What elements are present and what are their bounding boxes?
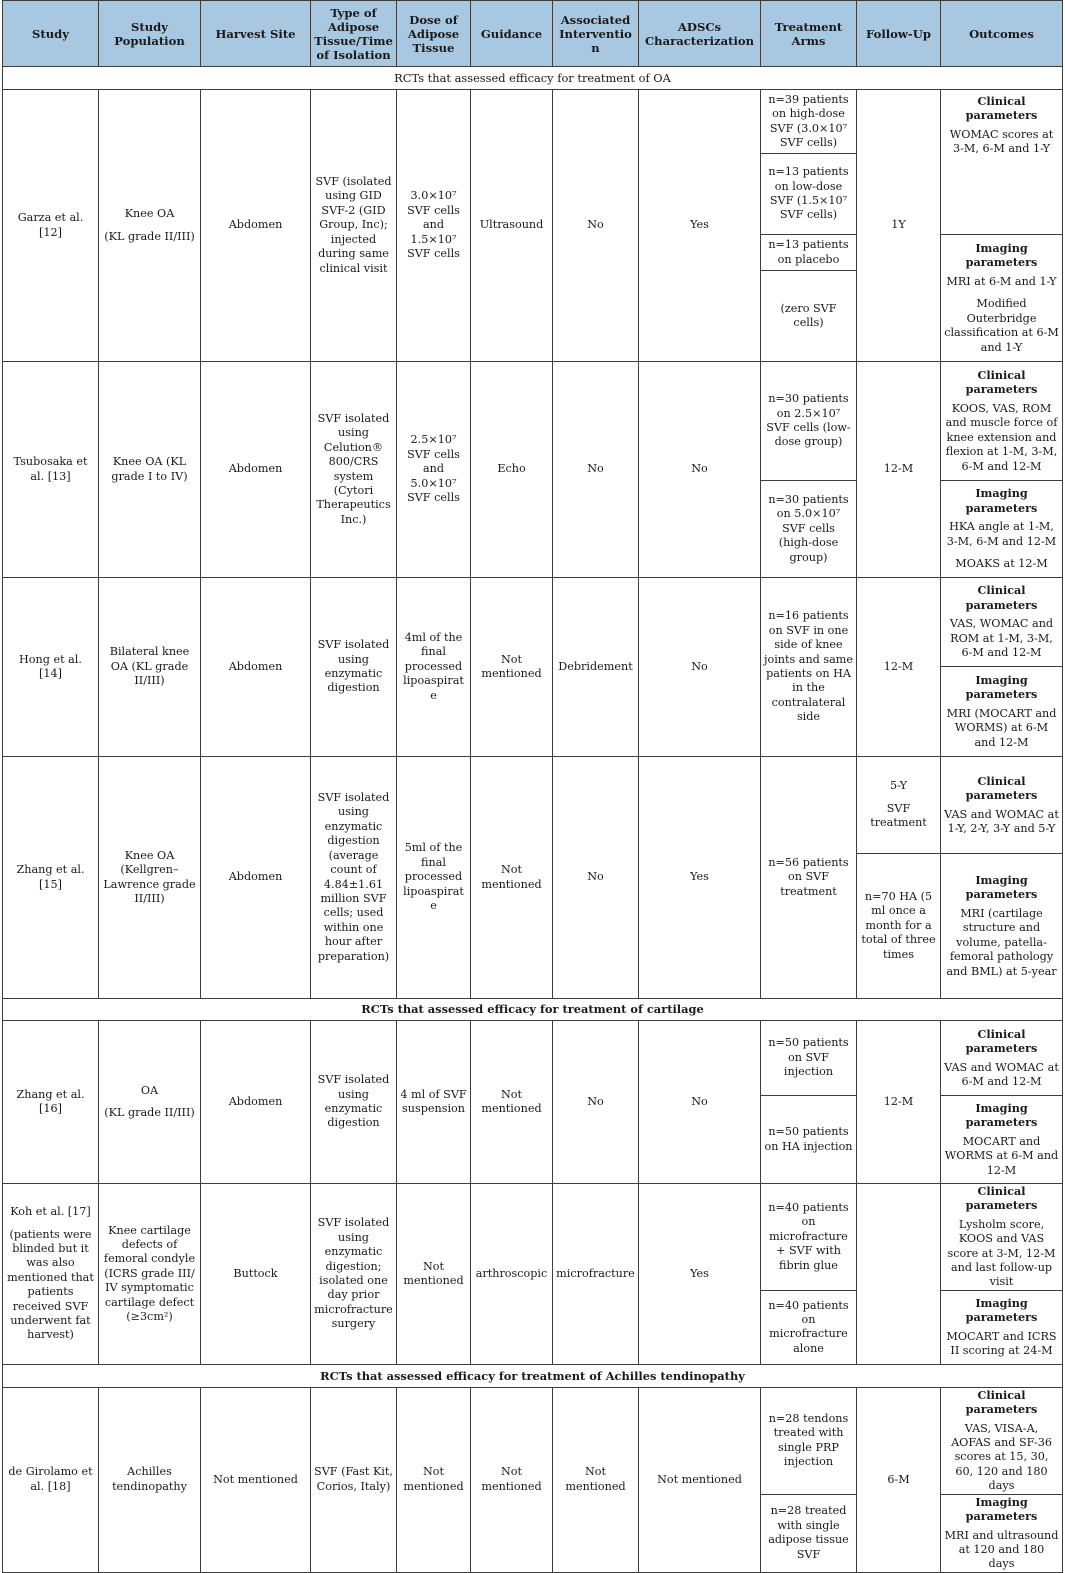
treatment-arm-cell: n=13 patients on placebo: [761, 235, 857, 271]
adipose-type-cell: SVF isolated using Celution® 800/CRS system (Cytori Therapeutics Inc.): [311, 362, 397, 578]
adscs-cell: Not mentioned: [639, 1387, 761, 1572]
treatment-arm-cell: (zero SVF cells): [761, 271, 857, 362]
clinical-parameters-label: Clinical parameters: [965, 773, 1038, 803]
guidance-cell: Echo: [471, 362, 553, 578]
treatment-arm-cell: n=13 patients on low-dose SVF (1.5×10⁷ SVF cells): [761, 154, 857, 235]
section-row-cartilage: [3, 999, 1063, 1021]
imaging-outcomes-cell: [941, 1290, 1063, 1364]
clinical-outcomes-text: VAS and WOMAC at 6-M and 12-M: [944, 1060, 1059, 1088]
study-cell: de Girolamo et al. [18]: [3, 1387, 99, 1572]
clinical-parameters-label: Clinical parameters: [965, 1387, 1038, 1417]
imaging-parameters-label: Imaging parameters: [965, 241, 1038, 270]
imaging-outcomes-text-2: MOAKS at 12-M: [955, 557, 1048, 571]
imaging-outcomes-text: MOCART and WORMS at 6-M and 12-M: [944, 1134, 1059, 1177]
intervention-cell: No: [553, 1021, 639, 1184]
imaging-outcomes-cell: [941, 481, 1063, 578]
clinical-outcomes-text: Lysholm score, KOOS and VAS score at 3-M, 12-M and last follow-up visit: [947, 1217, 1056, 1289]
treatment-arm-cell: n=28 tendons treated with single PRP injection: [761, 1387, 857, 1494]
imaging-parameters-label: Imaging parameters: [965, 672, 1038, 702]
harvest-site-cell: Abdomen: [201, 757, 311, 999]
adipose-type-cell: SVF (Fast Kit, Corios, Italy): [311, 1387, 397, 1572]
imaging-outcomes-text: MRI (MOCART and WORMS) at 6-M and 12-M: [946, 706, 1057, 749]
treatment-arm-cell: n=28 treated with single adipose tissue SVF: [761, 1494, 857, 1572]
treatment-arm-cell: n=56 patients on SVF treatment: [761, 757, 857, 999]
imaging-outcomes-cell: [941, 235, 1063, 362]
study-text: Koh et al. [17]: [10, 1205, 91, 1219]
study-cell: [3, 1184, 99, 1365]
dose-cell: 4 ml of SVF suspension: [397, 1021, 471, 1184]
dose-cell: Not mentioned: [397, 1387, 471, 1572]
follow-up-text-2: SVF treatment: [870, 801, 927, 830]
clinical-outcomes-cell: [941, 578, 1063, 667]
treatment-arm-cell: n=50 patients on SVF injection: [761, 1021, 857, 1096]
harvest-site-cell: Not mentioned: [201, 1387, 311, 1572]
header-associated-intervention: Associated Intervention: [553, 1, 639, 67]
imaging-outcomes-cell: [941, 667, 1063, 757]
population-cell: Bilateral knee OA (KL grade II/III): [99, 578, 201, 757]
population-grade-text: (KL grade II/III): [104, 229, 195, 243]
dose-cell: Not mentioned: [397, 1184, 471, 1365]
treatment-arm-cell: n=40 patients on microfracture + SVF with fibrin glue: [761, 1184, 857, 1291]
imaging-parameters-label: Imaging parameters: [965, 1100, 1038, 1130]
header-treatment-arms: Treatment Arms: [761, 1, 857, 67]
harvest-site-cell: Abdomen: [201, 362, 311, 578]
clinical-outcomes-text: VAS, VISA-A, AOFAS and SF-36 scores at 15, 30, 60, 120 and 180 days: [951, 1421, 1052, 1493]
population-cell: Knee OA (Kellgren–Lawrence grade II/III): [99, 757, 201, 999]
guidance-cell: Ultrasound: [471, 90, 553, 362]
imaging-outcomes-cell: [941, 1096, 1063, 1184]
harvest-site-cell: Abdomen: [201, 1021, 311, 1184]
section-title-cartilage: RCTs that assessed efficacy for treatment of cartilage: [3, 999, 1063, 1021]
section-title-oa: RCTs that assessed efficacy for treatment of OA: [3, 67, 1063, 90]
adipose-type-cell: SVF isolated using enzymatic digestion: [311, 1021, 397, 1184]
adscs-cell: Yes: [639, 1184, 761, 1365]
adipose-type-cell: SVF isolated using enzymatic digestion (average count of 4.84±1.61 million SVF cells; used within one hour after preparation): [311, 757, 397, 999]
table-row: [3, 362, 1063, 481]
treatment-arm-cell: n=50 patients on HA injection: [761, 1096, 857, 1184]
population-grade-text: (KL grade II/III): [104, 1106, 195, 1119]
dose-cell: 5ml of the final processed lipoaspirate: [397, 757, 471, 999]
header-dose: Dose of Adipose Tissue: [397, 1, 471, 67]
imaging-parameters-label: Imaging parameters: [965, 1296, 1038, 1325]
header-row: [3, 1, 1063, 67]
adipose-type-cell: SVF isolated using enzymatic digestion: [311, 578, 397, 757]
harvest-site-cell: Abdomen: [201, 90, 311, 362]
clinical-parameters-label: Clinical parameters: [965, 583, 1038, 612]
adscs-cell: No: [639, 362, 761, 578]
adipose-type-cell: SVF isolated using enzymatic digestion; isolated one day prior microfracture surgery: [311, 1184, 397, 1365]
table-row: [3, 1387, 1063, 1494]
imaging-parameters-label: Imaging parameters: [965, 486, 1038, 515]
dose-cell: 3.0×10⁷ SVF cells and 1.5×10⁷ SVF cells: [397, 90, 471, 362]
adscs-cell: Yes: [639, 757, 761, 999]
section-row-achilles: [3, 1364, 1063, 1387]
header-study-population: Study Population: [99, 1, 201, 67]
clinical-outcomes-text: WOMAC scores at 3-M, 6-M and 1-Y: [949, 127, 1054, 156]
clinical-outcomes-text: KOOS, VAS, ROM and muscle force of knee extension and flexion at 1-M, 3-M, 6-M and 12-M: [945, 401, 1058, 473]
clinical-outcomes-cell: [941, 1387, 1063, 1494]
harvest-site-cell: Buttock: [201, 1184, 311, 1365]
study-note-text: (patients were blinded but it was also mentioned that patients received SVF underwent fat harvest): [7, 1227, 94, 1342]
study-cell: Garza et al. [12]: [3, 90, 99, 362]
table-row: [3, 757, 1063, 854]
guidance-cell: Not mentioned: [471, 578, 553, 757]
intervention-cell: microfracture: [553, 1184, 639, 1365]
adipose-type-cell: SVF (isolated using GID SVF-2 (GID Group, Inc); injected during same clinical visit: [311, 90, 397, 362]
table-row: [3, 1021, 1063, 1096]
study-cell: Hong et al. [14]: [3, 578, 99, 757]
clinical-outcomes-cell: [941, 362, 1063, 481]
population-cell: [99, 1021, 201, 1184]
follow-up-cell: 12-M: [857, 1021, 941, 1184]
treatment-arm-cell: n=40 patients on microfracture alone: [761, 1290, 857, 1364]
imaging-outcomes-text: MRI and ultrasound at 120 and 180 days: [944, 1528, 1059, 1571]
population-cell: [99, 90, 201, 362]
adscs-cell: No: [639, 1021, 761, 1184]
treatment-arm-cell: n=30 patients on 5.0×10⁷ SVF cells (high-dose group): [761, 481, 857, 578]
imaging-outcomes-text: HKA angle at 1-M, 3-M, 6-M and 12-M: [946, 520, 1057, 548]
header-guidance: Guidance: [471, 1, 553, 67]
clinical-parameters-label: Clinical parameters: [965, 1184, 1038, 1213]
population-cell: Achilles tendinopathy: [99, 1387, 201, 1572]
imaging-outcomes-text: MRI (cartilage structure and volume, patella-femoral pathology and BML) at 5-year: [946, 906, 1057, 978]
imaging-outcomes-cell: [941, 854, 1063, 999]
guidance-cell: Not mentioned: [471, 757, 553, 999]
study-cell: Zhang et al. [15]: [3, 757, 99, 999]
clinical-parameters-label: Clinical parameters: [965, 368, 1038, 397]
guidance-cell: Not mentioned: [471, 1021, 553, 1184]
harvest-site-cell: Abdomen: [201, 578, 311, 757]
intervention-cell: Debridement: [553, 578, 639, 757]
imaging-outcomes-text-2: Modified Outerbridge classification at 6-M and 1-Y: [944, 297, 1059, 354]
table-container: [2, 0, 1062, 1573]
clinical-outcomes-cell: [941, 90, 1063, 235]
follow-up-cell: 6-M: [857, 1387, 941, 1572]
clinical-parameters-label: Clinical parameters: [965, 1026, 1038, 1056]
dose-cell: 4ml of the final processed lipoaspirate: [397, 578, 471, 757]
follow-up-cell: n=70 HA (5 ml once a month for a total of three times: [857, 854, 941, 999]
follow-up-text: 5-Y: [889, 779, 908, 793]
imaging-outcomes-text: MOCART and ICRS II scoring at 24-M: [946, 1329, 1057, 1358]
intervention-cell: Not mentioned: [553, 1387, 639, 1572]
guidance-cell: Not mentioned: [471, 1387, 553, 1572]
table-row: [3, 1184, 1063, 1291]
population-text: OA: [140, 1083, 159, 1097]
header-outcomes: Outcomes: [941, 1, 1063, 67]
rct-summary-table: [2, 0, 1063, 1573]
imaging-parameters-label: Imaging parameters: [965, 1494, 1038, 1524]
intervention-cell: No: [553, 362, 639, 578]
clinical-outcomes-text: VAS and WOMAC at 1-Y, 2-Y, 3-Y and 5-Y: [944, 807, 1059, 835]
guidance-cell: arthroscopic: [471, 1184, 553, 1365]
header-follow-up: Follow-Up: [857, 1, 941, 67]
section-row-oa: [3, 67, 1063, 90]
clinical-outcomes-cell: [941, 757, 1063, 854]
study-cell: Zhang et al. [16]: [3, 1021, 99, 1184]
population-text: Knee OA: [124, 207, 175, 221]
imaging-parameters-label: Imaging parameters: [965, 873, 1038, 902]
header-adipose-type: Type of Adipose Tissue/Time of Isolation: [311, 1, 397, 67]
follow-up-cell: 12-M: [857, 578, 941, 757]
follow-up-cell: 12-M: [857, 362, 941, 578]
population-cell: Knee OA (KL grade I to IV): [99, 362, 201, 578]
treatment-arm-cell: n=39 patients on high-dose SVF (3.0×10⁷ SVF cells): [761, 90, 857, 154]
section-title-achilles: RCTs that assessed efficacy for treatment of Achilles tendinopathy: [3, 1364, 1063, 1387]
header-adscs-characterization: ADSCs Characterization: [639, 1, 761, 67]
clinical-outcomes-cell: [941, 1021, 1063, 1096]
table-row: [3, 578, 1063, 667]
follow-up-cell: 1Y: [857, 90, 941, 362]
treatment-arm-cell: n=30 patients on 2.5×10⁷ SVF cells (low-dose group): [761, 362, 857, 481]
adscs-cell: Yes: [639, 90, 761, 362]
population-cell: Knee cartilage defects of femoral condyle (ICRS grade III/ IV symptomatic cartilage defect (≥3cm²): [99, 1184, 201, 1365]
clinical-outcomes-cell: [941, 1184, 1063, 1291]
dose-cell: 2.5×10⁷ SVF cells and 5.0×10⁷ SVF cells: [397, 362, 471, 578]
imaging-outcomes-cell: [941, 1494, 1063, 1572]
imaging-outcomes-text: MRI at 6-M and 1-Y: [946, 274, 1057, 288]
table-row: [3, 90, 1063, 154]
follow-up-cell: [857, 757, 941, 854]
intervention-cell: No: [553, 90, 639, 362]
follow-up-cell: [857, 1184, 941, 1365]
header-study: Study: [3, 1, 99, 67]
adscs-cell: No: [639, 578, 761, 757]
header-harvest-site: Harvest Site: [201, 1, 311, 67]
treatment-arm-cell: n=16 patients on SVF in one side of knee joints and same patients on HA in the contralateral side: [761, 578, 857, 757]
intervention-cell: No: [553, 757, 639, 999]
clinical-parameters-label: Clinical parameters: [965, 94, 1038, 123]
clinical-outcomes-text: VAS, WOMAC and ROM at 1-M, 3-M, 6-M and 12-M: [949, 617, 1054, 660]
study-cell: Tsubosaka et al. [13]: [3, 362, 99, 578]
